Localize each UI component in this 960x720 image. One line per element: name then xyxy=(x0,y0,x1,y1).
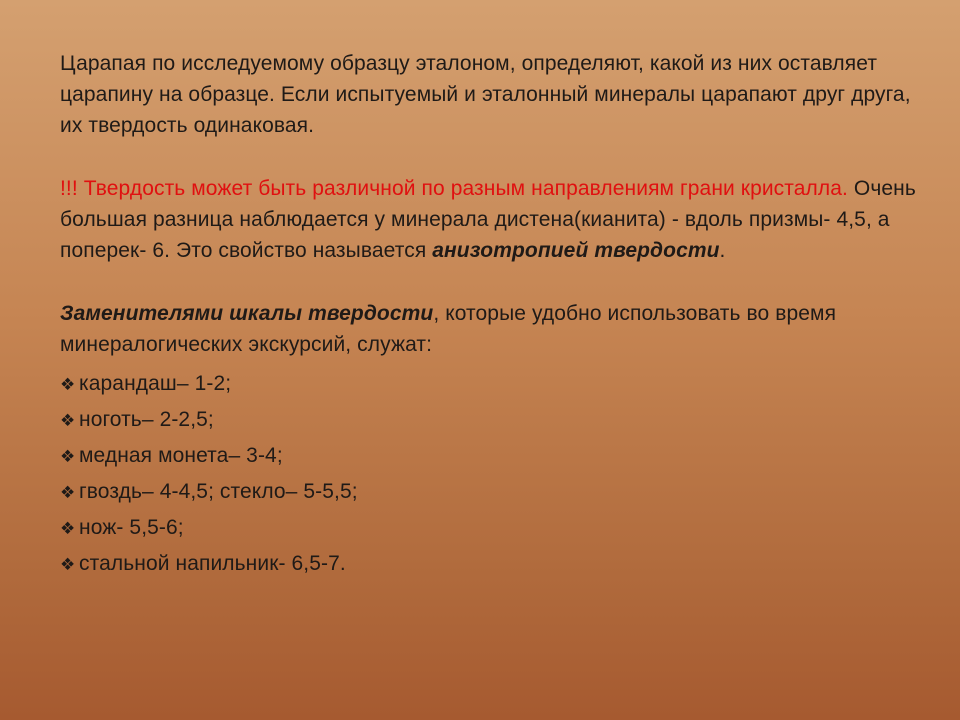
paragraph-text: Очень большая разница наблюдается у минерала дистена(кианита) - вдоль призмы- 4,5, а поперек- 6. Это свойство называется xyxy=(60,177,916,262)
diamond-bullet-icon: ❖ xyxy=(60,482,76,502)
list-item xyxy=(60,510,920,546)
list-item xyxy=(60,474,920,510)
list-item xyxy=(60,402,920,438)
diamond-bullet-icon: ❖ xyxy=(60,518,76,538)
diamond-bullet-icon: ❖ xyxy=(60,554,76,574)
emphasis-term: Заменителями шкалы твердости xyxy=(60,302,434,325)
paragraph-hardness-substitutes xyxy=(60,298,920,360)
list-item xyxy=(60,546,920,582)
paragraph-scratch-method: Царапая по исследуемому образцу эталоном, определяют, какой из них оставляет царапину на образце. Если испытуемый и эталонный минералы царапают друг друга, их твердость одинаковая. xyxy=(60,52,911,137)
paragraph-end: . xyxy=(719,239,726,262)
list-item xyxy=(60,366,920,402)
paragraph-hardness-anisotropy xyxy=(60,173,920,266)
diamond-bullet-icon: ❖ xyxy=(60,446,76,466)
list-item-text: нож- 5,5-6; xyxy=(79,516,184,539)
slide-content xyxy=(60,48,920,582)
warning-text: !!! Твердость может быть различной по разным направлениям грани кристалла. xyxy=(60,177,848,200)
list-item-text: карандаш– 1-2; xyxy=(79,372,232,395)
paragraph-text: , которые удобно использовать во время минералогических экскурсий, служат: xyxy=(60,302,837,356)
diamond-bullet-icon: ❖ xyxy=(60,374,76,394)
list-item-text: гвоздь– 4-4,5; стекло– 5-5,5; xyxy=(79,480,358,503)
substitutes-list xyxy=(60,366,920,582)
list-item-text: стальной напильник- 6,5-7. xyxy=(79,552,346,575)
list-item-text: медная монета– 3-4; xyxy=(79,444,283,467)
list-item-text: ноготь– 2-2,5; xyxy=(79,408,214,431)
emphasis-term: анизотропией твердости xyxy=(432,239,720,262)
list-item xyxy=(60,438,920,474)
diamond-bullet-icon: ❖ xyxy=(60,410,76,430)
